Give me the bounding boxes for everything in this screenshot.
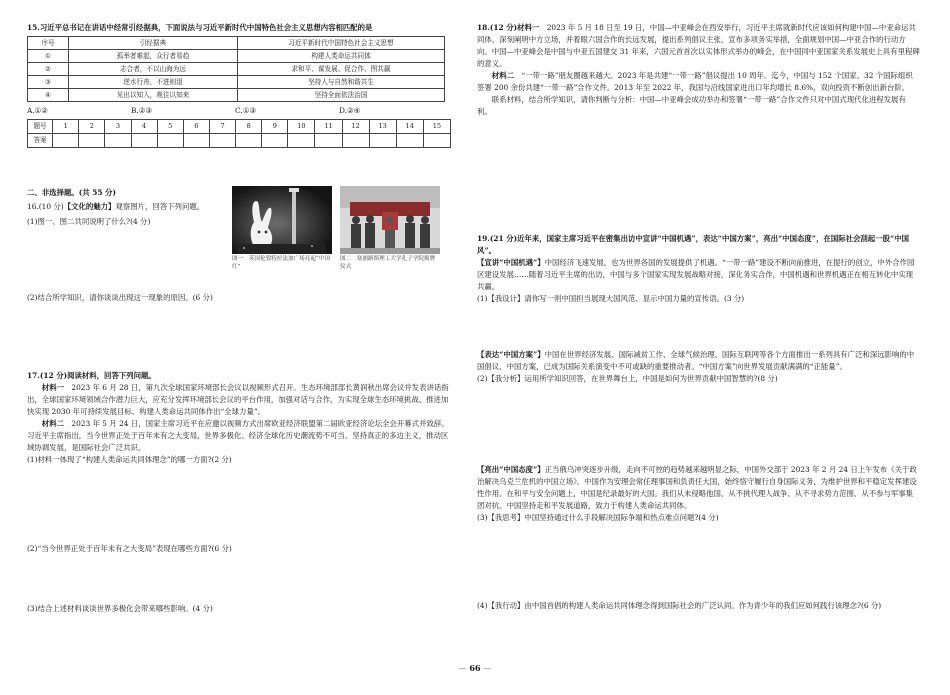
q18-material-1-text: 2023 年 5 月 18 日至 19 日，中国—中亚峰会在西安举行，习近平主席就新时代应该如何构建中国—中亚命运共同体，深刻阐明中方立场，并着眼六国合作的长远发展，提出系列倡议主张，宣布多项务实举措，全面规划中国—中亚合作的行动方向。中国—中亚峰会是中国与中亚五国建交 31 年来，六国元首首次以实体形式举办的峰会，在中国同中亚国家关系发展史上具有里程碑的意义。 <box>477 23 920 68</box>
q19-section-1-tag: 【宣讲“中国机遇”】 <box>477 257 545 267</box>
q15-table <box>27 36 445 102</box>
table-cell: 孤举者难起，众行者易趋 <box>69 50 238 63</box>
q19-block-3 <box>477 464 920 524</box>
answer-table <box>27 119 451 147</box>
answer-cell[interactable] <box>342 134 369 148</box>
figure-2-image <box>340 186 440 254</box>
section-2-heading: 二、非选择题。(共 55 分) <box>27 188 116 197</box>
table-cell: ④ <box>28 89 69 102</box>
q17-material-2 <box>27 418 452 454</box>
answer-cell[interactable] <box>183 134 209 148</box>
answer-cell[interactable] <box>288 134 315 148</box>
q17-material-1-label: 材料一 <box>41 382 64 392</box>
answer-cell[interactable] <box>53 134 79 148</box>
answer-table-number: 3 <box>105 120 131 134</box>
answer-cell[interactable] <box>236 134 262 148</box>
table-cell: 见出以知入，观往以知来 <box>69 89 238 102</box>
q19-section-1-text: 中国经济飞速发展，也为世界各国的发展提供了机遇。“一带一路”建设不断向前推进，在提行的创立，中外合作园区建设发展……随着习近平主席的出访，中国与多个国家实现发展战略对接，深化务实合作，中国机遇和世界机遇正在相互转化中实现共赢。 <box>477 257 915 291</box>
table-row <box>28 89 445 102</box>
answer-cell[interactable] <box>423 134 450 148</box>
answer-table-number: 12 <box>342 120 369 134</box>
table-row <box>28 76 445 89</box>
q15-option-b: B.②③ <box>131 106 153 116</box>
q19-section-3-tag: 【亮出“中国态度”】 <box>477 465 545 474</box>
answer-cell[interactable] <box>369 134 396 148</box>
q16-question-2: (2)结合所学知识，请你谈谈出现这一现象的原因。(6 分) <box>27 293 213 302</box>
answer-table-answer-row <box>28 134 451 148</box>
q18-material-2-text: “一带一路”朋友圈越来越大。2023 年是共建“一带一路”倡议提出 10 周年。迄今，中国与 152 个国家、32 个国际组织签署 200 余份共建“一带一路”合作文件。2013 年至 2022 年，我国与沿线国家进出口年均增长 8.6%，双向投资不断创出新台阶。 <box>477 70 913 92</box>
answer-table-number: 13 <box>369 120 396 134</box>
q18-material-2-label: 材料二 <box>491 70 514 80</box>
q19-block <box>477 233 920 305</box>
answer-cell[interactable] <box>105 134 131 148</box>
right-column <box>477 22 920 118</box>
q19-section-2 <box>477 349 920 373</box>
figure-2-caption: 图二 塞浦路斯理工大学孔子学院揭牌仪式 <box>340 256 436 270</box>
q15-stem: 15.习近平总书记在讲话中经常引经据典，下面说法与习近平新时代中国特色社会主义思想内容相匹配的是 <box>27 23 373 32</box>
q19-section-2-tag: 【表达“中国方案”】 <box>477 350 545 359</box>
answer-table-number: 4 <box>131 120 157 134</box>
table-cell: 求和平、谋发展、促合作、图共赢 <box>238 63 445 76</box>
q19-question-1: (1)【我设计】请你写一则中国担当展现大国风范、显示中国力量的宣传语。(3 分) <box>477 293 745 303</box>
answer-cell[interactable] <box>262 134 288 148</box>
q16-question-1: (1)图一、图二共同说明了什么?(4 分) <box>27 217 151 226</box>
answer-cell[interactable] <box>396 134 423 148</box>
q17-material-1 <box>27 382 452 418</box>
q15-table-header <box>28 36 445 49</box>
answer-cell[interactable] <box>209 134 235 148</box>
answer-table-number: 14 <box>396 120 423 134</box>
table-cell: 构建人类命运共同体 <box>238 50 445 63</box>
q16-instruction: 观察图片，回答下列问题。 <box>115 202 205 211</box>
q15-option-c: C.①③ <box>235 106 256 116</box>
q16-number: 16.(10 分) <box>27 202 64 211</box>
q17-material-1-text: 2023 年 6 月 28 日，第九次全球国家环境部长会议以视频形式召开。生态环境部部长黄润秋出席会议并发表讲话指出，全球国家环境领域合作潜力巨大，应充分发挥环境部长会议的平台作用，加强对话与合作，为实现全球生态环境挑战、推进加快实现 2030 年可持续发展目标、构建人类命运共同体作出“全球力量”。 <box>27 382 449 416</box>
q19-block-4 <box>477 600 920 612</box>
q15-options <box>27 105 452 117</box>
figure-2 <box>340 186 440 271</box>
page-number: — 66 — <box>458 663 492 673</box>
q17-question-2: (2)“当今世界正处于百年未有之大变局”表现在哪些方面?(6 分) <box>27 544 232 553</box>
q17-question-3: (3)结合上述材料谈谈世界多极化会带来哪些影响。(4 分) <box>27 604 213 613</box>
q15-header-col1: 序号 <box>28 36 69 49</box>
q19-section-3 <box>477 464 920 512</box>
answer-table-number: 6 <box>183 120 209 134</box>
q19-section-2-text: 中国在世界经济发展、国际减贫工作、全球气候治理、国际互联网等各个方面推出一系列具有广泛和深远影响的中国倡议、中国方案，已成为国际关系演变中不可或缺的重要推动者。“中国方案”向世界发展贡献满满的“正能量”。 <box>477 350 915 371</box>
q15-header-col3: 习近平新时代中国特色社会主义思想 <box>238 36 445 49</box>
answer-table-number-row <box>28 120 451 134</box>
answer-table-number: 10 <box>288 120 315 134</box>
q17-question-1: (1)材料一体现了“构建人类命运共同体理念”的哪一方面?(2 分) <box>27 454 232 464</box>
answer-table-number: 7 <box>209 120 235 134</box>
q16-stem <box>27 201 204 212</box>
answer-cell[interactable] <box>131 134 157 148</box>
q19-question-2: (2)【我分析】运用所学知识回答，在世界舞台上，中国是如何为世界贡献中国智慧的?(8 分) <box>477 373 778 383</box>
figure-1 <box>232 186 332 271</box>
q19-question-4: (4)【我行动】由中国首倡的构建人类命运共同体理念得到国际社会的广泛认同。作为青少年的我们应如何践行该理念?(6 分) <box>477 601 882 610</box>
q19-section-3-text: 正当俄乌冲突逐步升级，走向不可控的趋势越来越明显之际，中国外交部于 2023 年 2 月 24 日上午发布《关于政治解决乌克兰危机的中国立场》。中国作为安理会常任理事国和负责任大国，始终恪守履行自身国际义务，为维护世界和平稳定发挥建设性作用。在和平与安全问题上，中国是纪录最好的大国。我们从未侵略他国、从不挑代理人战争、从不寻求势力范围、从不参与军事集团对抗。中国坚持走和平发展道路，致力于构建人类命运共同体。 <box>477 465 917 510</box>
answer-table-number-label: 题号 <box>28 120 53 134</box>
q19-question-3: (3)【我思考】中国坚持通过什么手段解决国际争端和热点难点问题?(4 分) <box>477 512 719 522</box>
answer-table-number: 9 <box>262 120 288 134</box>
q18-task: 联系材料，结合所学知识，请你判断与分析：中国—中亚峰会成功举办和签署“一带一路”合作文件只对中国式现代化进程发展有利。 <box>477 94 906 116</box>
q15-option-a: A.①② <box>27 106 48 116</box>
q17-material-2-label: 材料二 <box>41 418 64 428</box>
table-cell: 坚持人与自然和谐共生 <box>238 76 445 89</box>
answer-cell[interactable] <box>157 134 183 148</box>
table-cell: ③ <box>28 76 69 89</box>
answer-table-number: 2 <box>79 120 105 134</box>
q19-block-2 <box>477 349 920 385</box>
table-cell: 坚持全面依法治国 <box>238 89 445 102</box>
table-row <box>28 63 445 76</box>
answer-cell[interactable] <box>315 134 342 148</box>
answer-cell[interactable] <box>79 134 105 148</box>
q19-section-1 <box>477 257 920 293</box>
answer-table-number: 11 <box>315 120 342 134</box>
table-cell: 志合者，不以山海为远 <box>69 63 238 76</box>
q17-material-2-text: 2023 年 5 月 24 日，国家主席习近平在应邀以视频方式出席欧亚经济联盟第二届欧亚经济论坛全会开幕式并致辞。习近平主席指出，当今世界正处于百年未有之大变局，世界多极化、经济全球化历史潮流势不可当。坚持真正的多边主义，推动区域协调发展，是国际社会广泛共识。 <box>27 418 449 452</box>
q19-head: 19.(21 分)近年来，国家主席习近平在密集出访中宣讲“中国机遇”，表达“中国方案”，亮出“中国态度”，在国际社会刮起一股“中国风”。 <box>477 234 910 255</box>
page-number-value: 66 <box>469 663 481 673</box>
q18-material-1 <box>477 22 920 70</box>
table-cell: 逆水行舟，不进则退 <box>69 76 238 89</box>
q16-figures <box>232 186 440 271</box>
table-cell: ② <box>28 63 69 76</box>
q15-option-d: D.②④ <box>339 106 361 116</box>
answer-table-number: 8 <box>236 120 262 134</box>
figure-1-caption: 图一 英国伦敦特拉法加广场亮起“中国红” <box>232 256 330 270</box>
left-column <box>27 22 452 148</box>
answer-table-number: 5 <box>157 120 183 134</box>
q18-material-2 <box>477 70 920 94</box>
q15-header-col2: 引经据典 <box>69 36 238 49</box>
q18-material-1-label: 材料一 <box>517 23 540 32</box>
q17-stem: 17.(12 分)阅读材料，回答下列问题。 <box>27 371 156 380</box>
q17-block <box>27 370 452 466</box>
figure-1-image <box>232 186 332 254</box>
q16-tag: 【文化的魅力】 <box>63 202 116 211</box>
answer-table-number: 15 <box>423 120 450 134</box>
answer-table-number: 1 <box>53 120 79 134</box>
q18-head: 18.(12 分) <box>477 23 518 32</box>
table-cell: ① <box>28 50 69 63</box>
table-row <box>28 50 445 63</box>
answer-table-answer-label: 答案 <box>28 134 53 148</box>
